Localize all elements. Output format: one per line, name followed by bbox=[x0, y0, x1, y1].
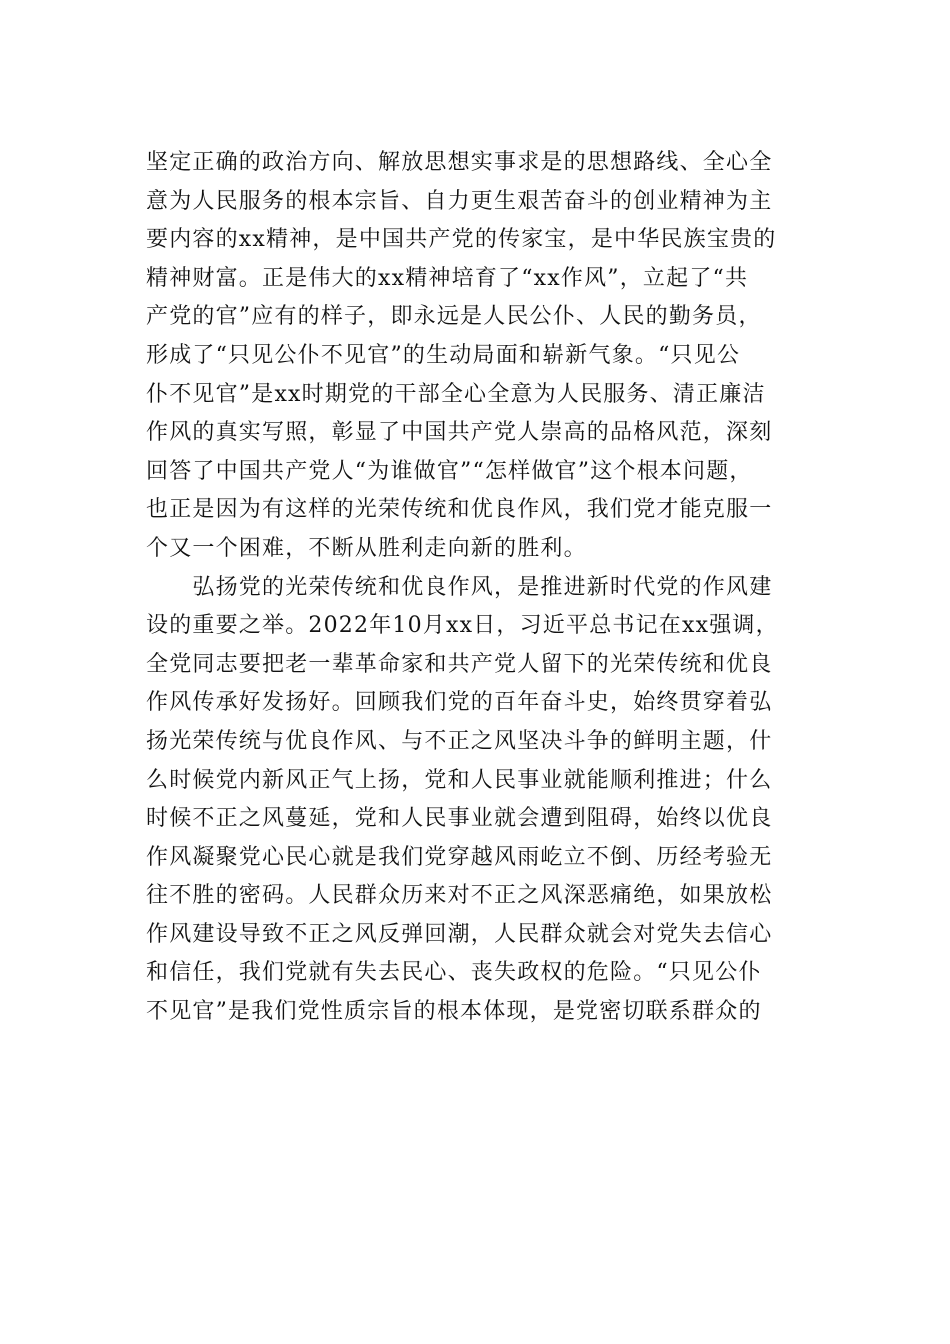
text-line: 扬光荣传统与优良作风、与不正之风坚决斗争的鲜明主题，什 bbox=[146, 728, 773, 754]
text-line: 设的重要之举。2022年10月xx日，习近平总书记在xx强调， bbox=[146, 613, 779, 639]
text-line: 个又一个困难，不断从胜利走向新的胜利。 bbox=[146, 535, 587, 561]
text-line: 么时候党内新风正气上扬，党和人民事业就能顺利推进；什么 bbox=[146, 767, 773, 793]
text-line: 仆不见官”是xx时期党的干部全心全意为人民服务、清正廉洁 bbox=[146, 381, 766, 407]
text-line: 坚定正确的政治方向、解放思想实事求是的思想路线、全心全 bbox=[146, 150, 773, 175]
text-line: 时候不正之风蔓延，党和人民事业就会遭到阻碍，始终以优良 bbox=[146, 806, 773, 832]
text-line: 作风凝聚党心民心就是我们党穿越风雨屹立不倒、历经考验无 bbox=[146, 844, 773, 870]
text-line: 也正是因为有这样的光荣传统和优良作风，我们党才能克服一 bbox=[146, 497, 773, 523]
text-line: 产党的官”应有的样子，即永远是人民公仆、人民的勤务员， bbox=[146, 304, 762, 330]
text-line: 往不胜的密码。人民群众历来对不正之风深恶痛绝，如果放松 bbox=[146, 883, 773, 909]
text-line: 全党同志要把老一辈革命家和共产党人留下的光荣传统和优良 bbox=[146, 651, 773, 677]
text-line: 作风传承好发扬好。回顾我们党的百年奋斗史，始终贯穿着弘 bbox=[146, 690, 773, 716]
text-line: 意为人民服务的根本宗旨、自力更生艰苦奋斗的创业精神为主 bbox=[146, 188, 773, 214]
text-line: 回答了中国共产党人“为谁做官”“怎样做官”这个根本问题， bbox=[146, 458, 753, 484]
text-line: 形成了“只见公仆不见官”的生动局面和崭新气象。“只见公 bbox=[146, 342, 741, 368]
text-line: 弘扬党的光荣传统和优良作风，是推进新时代党的作风建 bbox=[146, 574, 773, 600]
text-line: 精神财富。正是伟大的xx精神培育了“xx作风”，立起了“共 bbox=[146, 265, 749, 291]
text-line: 不见官”是我们党性质宗旨的根本体现，是党密切联系群众的 bbox=[146, 999, 762, 1025]
text-line: 作风的真实写照，彰显了中国共产党人崇高的品格风范，深刻 bbox=[146, 420, 773, 446]
text-line: 要内容的xx精神，是中国共产党的传家宝，是中华民族宝贵的 bbox=[146, 227, 777, 253]
text-line: 作风建设导致不正之风反弹回潮，人民群众就会对党失去信心 bbox=[146, 921, 773, 947]
text-line: 和信任，我们党就有失去民心、丧失政权的危险。“只见公仆 bbox=[146, 960, 762, 986]
body-text bbox=[146, 144, 826, 1032]
